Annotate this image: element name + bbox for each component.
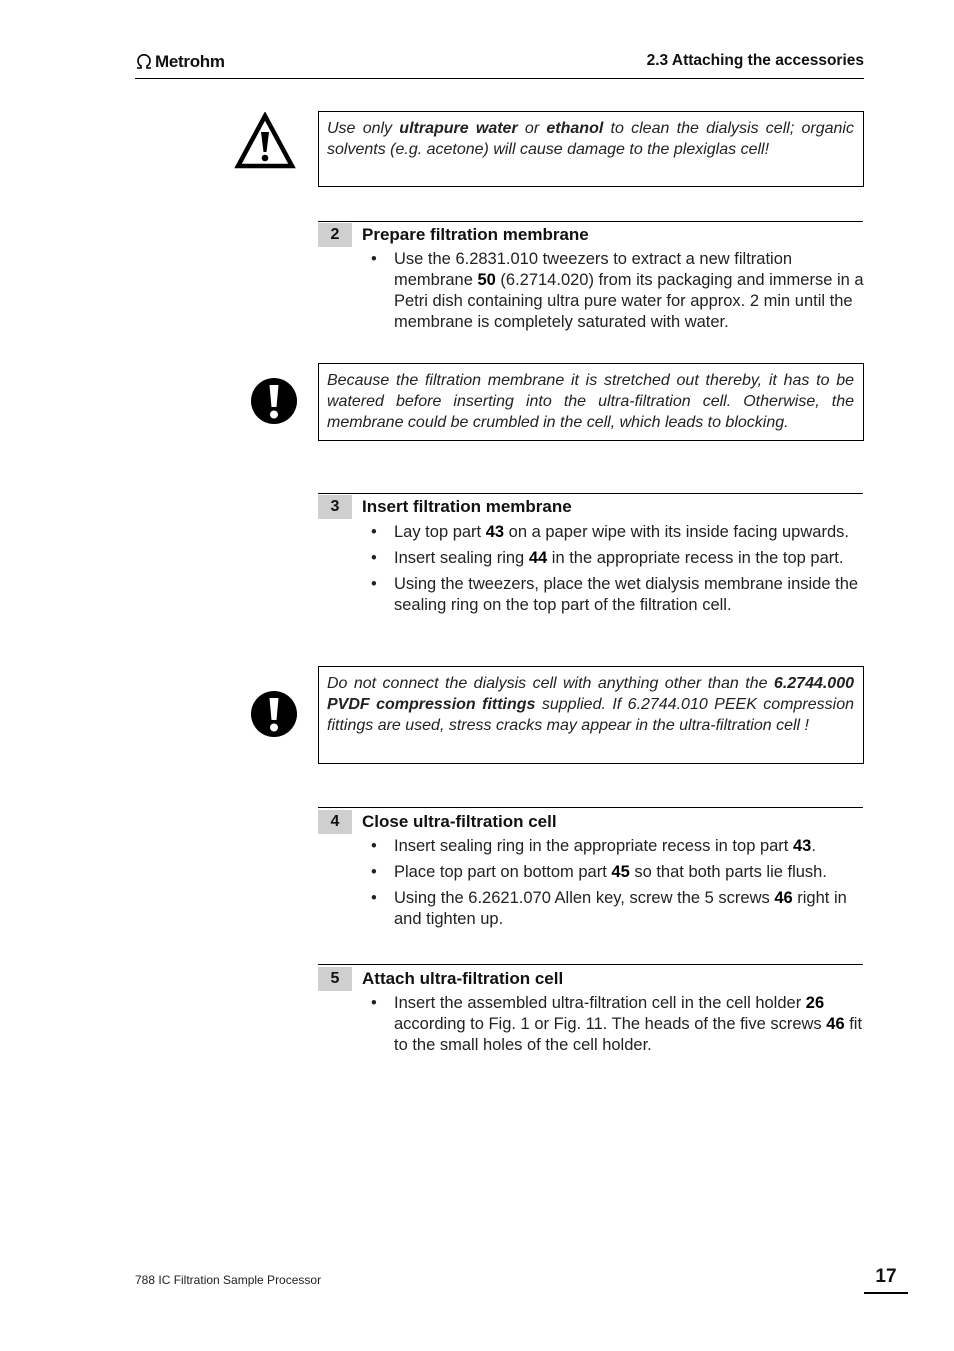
step-title: Close ultra-filtration cell	[362, 812, 557, 831]
page-number-underline	[864, 1292, 908, 1294]
note-compression-fittings: Do not connect the dialysis cell with anything other than the 6.2744.000 PVDF compression fittings supplied. If 6.2744.010 PEEK compression fittings are used, stress cracks may appear in the ultra-filtration cell !	[318, 666, 864, 764]
header-divider	[135, 78, 864, 79]
list-item: • Using the 6.2621.070 Allen key, screw the 5 screws 46 right in and tighten up.	[368, 888, 864, 930]
omega-icon	[135, 54, 153, 70]
step-divider	[318, 807, 863, 808]
exclamation-icon	[250, 690, 298, 738]
step-divider	[318, 964, 863, 965]
section-title: 2.3 Attaching the accessories	[646, 52, 864, 69]
note-membrane: Because the filtration membrane it is stretched out thereby, it has to be watered before inserting into the ultra-filtration cell. Otherwise, the membrane could be crumbled in the cell, which leads to blocking.	[318, 363, 864, 441]
list-item: • Using the tweezers, place the wet dialysis membrane inside the sealing ring on the top part of the filtration cell.	[368, 574, 864, 616]
step-title: Insert filtration membrane	[362, 497, 572, 516]
step-number: 4	[318, 810, 352, 834]
step-divider	[318, 221, 863, 222]
step-bullets	[368, 522, 864, 621]
list-item: • Insert sealing ring in the appropriate recess in top part 43.	[368, 836, 864, 857]
page-number: 17	[875, 1266, 897, 1287]
step-bullets	[368, 993, 864, 1061]
document-title: 788 IC Filtration Sample Processor	[135, 1273, 322, 1287]
warning-note: Use only ultrapure water or ethanol to clean the dialysis cell; organic solvents (e.g. acetone) will cause damage to the plexiglas cell!	[318, 111, 864, 187]
list-item: • Place top part on bottom part 45 so that both parts lie flush.	[368, 862, 864, 883]
step-number: 2	[318, 223, 352, 247]
step-bullets	[368, 249, 864, 338]
logo-text: Metrohm	[155, 52, 225, 71]
metrohm-logo	[135, 52, 225, 72]
exclamation-icon	[250, 377, 298, 425]
step-number: 5	[318, 967, 352, 991]
step-divider	[318, 493, 863, 494]
step-number: 3	[318, 495, 352, 519]
list-item: • Use the 6.2831.010 tweezers to extract a new filtration membrane 50 (6.2714.020) from its packaging and immerse in a Petri dish containing ultra pure water for approx. 2 min until the membrane is completely saturated with water.	[368, 249, 864, 333]
list-item: • Insert sealing ring 44 in the appropriate recess in the top part.	[368, 548, 864, 569]
step-bullets	[368, 836, 864, 935]
list-item: • Lay top part 43 on a paper wipe with its inside facing upwards.	[368, 522, 864, 543]
step-title: Prepare filtration membrane	[362, 225, 589, 244]
step-title: Attach ultra-filtration cell	[362, 969, 564, 988]
list-item: • Insert the assembled ultra-filtration cell in the cell holder 26 according to Fig. 1 or Fig. 11. The heads of the five screws 46 fit to the small holes of the cell holder.	[368, 993, 864, 1056]
warning-triangle-icon	[234, 112, 296, 170]
